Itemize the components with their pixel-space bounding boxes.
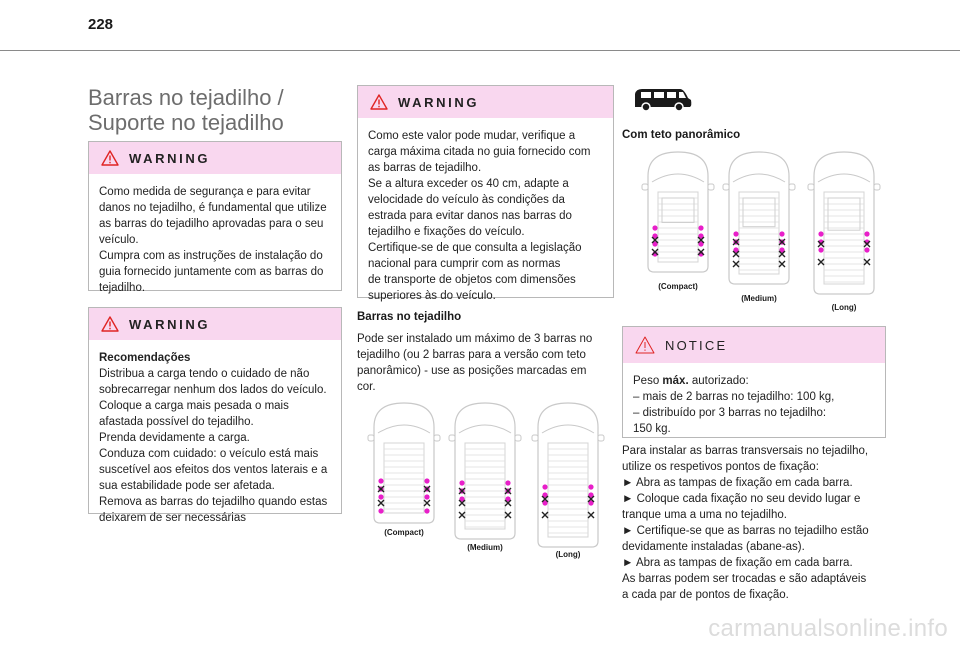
text-line: tranque uma a uma no tejadilho. [622,509,787,521]
text-line: – mais de 2 barras no tejadilho: 100 kg, [633,391,835,403]
text-line: tejadilho (ou 2 barras para a versão com teto [357,349,586,361]
text-line: panorâmico) - use as posições marcadas em [357,365,587,377]
text-line: ► Abra as tampas de fixação em cada barra. [622,557,853,569]
fixing-point-dot [818,247,823,252]
van-top-view [449,403,521,539]
fixing-point-dot [864,247,869,252]
text-fragment: Peso [633,375,663,387]
van-top-view [642,152,714,272]
text-line: suscetível aos efeitos dos ventos laterais e a [99,464,328,476]
text-line: Cumpra com as instruções de instalação do [99,250,323,262]
warning-box-1 [88,141,342,294]
mirror-right [789,184,795,190]
text-line: tejadilho e fixações do veículo. [368,226,525,238]
text-line: Coloque a carga mais pesada o mais [99,400,289,412]
watermark: carmanualsonline.info [708,615,948,642]
warning-triangle-icon [101,316,119,332]
mirror-left [723,184,729,190]
text-line: de transporte de objetos com dimensões [368,274,576,286]
mirror-left [532,435,538,441]
fixing-point-dot [733,231,738,236]
text-line: 150 kg. [633,423,671,435]
notice-triangle-icon [635,336,655,354]
text-line: Como medida de segurança e para evitar [99,186,311,198]
text-line: estrada para evitar danos nas barras do [368,210,572,222]
notice-box [622,326,886,438]
text-line: ► Certifique-se que as barras no tejadilho estão [622,525,869,537]
fixing-point-dot [542,484,547,489]
van-top-view [532,403,604,547]
text-line: a cada par de pontos de fixação. [622,589,789,601]
fixing-point-dot [779,231,784,236]
text-line: Conduza com cuidado: o veículo está mais [99,448,319,460]
warning-label: WARNING [129,150,211,166]
text-line: devidamente instaladas (abane-as). [622,541,805,553]
warning-heading: Recomendações [99,352,191,364]
text-line: utilize os respetivos pontos de fixação: [622,461,819,473]
roof-bars-van-diagram [360,395,610,565]
fixing-point-dot [459,480,464,485]
notice-text [623,363,885,445]
fixing-point-dot [424,508,429,513]
van-label-long: (Long) [555,550,581,559]
warning-text [358,118,613,312]
fixing-point-dot [698,225,703,230]
van-label-compact: (Compact) [658,282,698,291]
mirror-right [515,435,521,441]
text-line: ► Abra as tampas de fixação em cada barra. [622,477,853,489]
text-line: Distribua a carga tendo o cuidado de não [99,368,310,380]
text-line: carga máxima citada no guia fornecido com [368,146,591,158]
text-line: afastada possível do tejadilho. [99,416,254,428]
fixing-point-dot [505,480,510,485]
warning-text [89,174,341,304]
van-label-medium: (Medium) [467,543,503,552]
mirror-left [449,435,455,441]
header-rule [0,50,960,51]
mirror-right [874,184,880,190]
warning-label: WARNING [398,94,480,110]
fixing-point-dot [588,484,593,489]
fixing-point-dot [378,508,383,513]
text-line: Remova as barras do tejadilho quando estas [99,496,328,508]
page-number: 228 [88,16,114,33]
text-line: – distribuído por 3 barras no tejadilho: [633,407,827,419]
van-top-view [368,403,440,523]
warning-triangle-icon [370,94,388,110]
mirror-right [598,435,604,441]
van-top-view [808,152,880,294]
fixing-point-dot [424,494,429,499]
van-outline [814,152,874,294]
fixing-point-dot [652,225,657,230]
text-line: nacional para cumprir com as normas [368,258,561,270]
warning-box-3 [357,85,614,302]
fixing-point-dot [864,231,869,236]
mirror-left [642,184,648,190]
text-line: Certifique-se de que consulta a legislação [368,242,582,254]
fixing-point-dot [818,231,823,236]
text-line [633,373,875,389]
warning-box-2 [88,307,342,524]
warning-header [89,308,341,340]
mirror-left [808,184,814,190]
text-line: cor. [357,381,376,393]
text-line: danos no tejadilho, é fundamental que utilize [99,202,327,214]
text-line: veículo. [99,234,139,246]
van-label-compact: (Compact) [384,528,424,537]
warning-text [89,340,341,534]
fixing-point-dot [424,478,429,483]
fixing-point-dot [378,494,383,499]
panoramic-van-diagram [638,148,888,318]
van-label-long: (Long) [831,303,857,312]
page-title [88,85,338,135]
text-line: sobrecarregar nenhum dos lados do veículo. [99,384,327,396]
warning-label: WARNING [129,316,211,332]
mirror-left [368,435,374,441]
text-line: guia fornecido juntamente com as barras do [99,266,324,278]
title-line: Suporte no tejadilho [88,110,284,135]
notice-header [623,327,885,363]
van-label-medium: (Medium) [741,294,777,303]
notice-label: NOTICE [665,337,728,353]
text-line: Para instalar as barras transversais no tejadilho, [622,445,869,457]
text-line: As barras podem ser trocadas e são adaptáveis [622,573,867,585]
text-line: as barras de tejadilho. [368,162,482,174]
van-outline [455,403,515,539]
text-line: as barras do tejadilho aprovadas para o seu [99,218,324,230]
text-line: sua estabilidade pode ser afetada. [99,480,275,492]
installation-text [622,443,869,603]
mirror-right [434,435,440,441]
text-line: tejadilho. [99,282,146,294]
text-line: Como este valor pode mudar, verifique a [368,130,576,142]
warning-header [89,142,341,174]
roof-bars-heading: Barras no tejadilho [357,311,462,323]
text-line: velocidade do veículo às condições da [368,194,565,206]
van-side-icon [632,86,694,112]
fixing-point-dot [378,478,383,483]
text-fragment: autorizado: [688,375,749,387]
panoramic-heading: Com teto panorâmico [622,129,741,141]
text-fragment-bold: máx. [662,375,689,387]
roof-bars-text [357,331,592,395]
warning-triangle-icon [101,150,119,166]
van-top-view [723,152,795,284]
text-line: Se a altura exceder os 40 cm, adapte a [368,178,569,190]
text-line: Pode ser instalado um máximo de 3 barras no [357,333,593,345]
text-line: ► Coloque cada fixação no seu devido lugar e [622,493,861,505]
mirror-right [708,184,714,190]
text-line: superiores às do veículo. [368,290,496,302]
text-line: Prenda devidamente a carga. [99,432,250,444]
text-line: deixarem de ser necessárias [99,512,247,524]
warning-header [358,86,613,118]
title-line: Barras no tejadilho / [88,85,284,110]
